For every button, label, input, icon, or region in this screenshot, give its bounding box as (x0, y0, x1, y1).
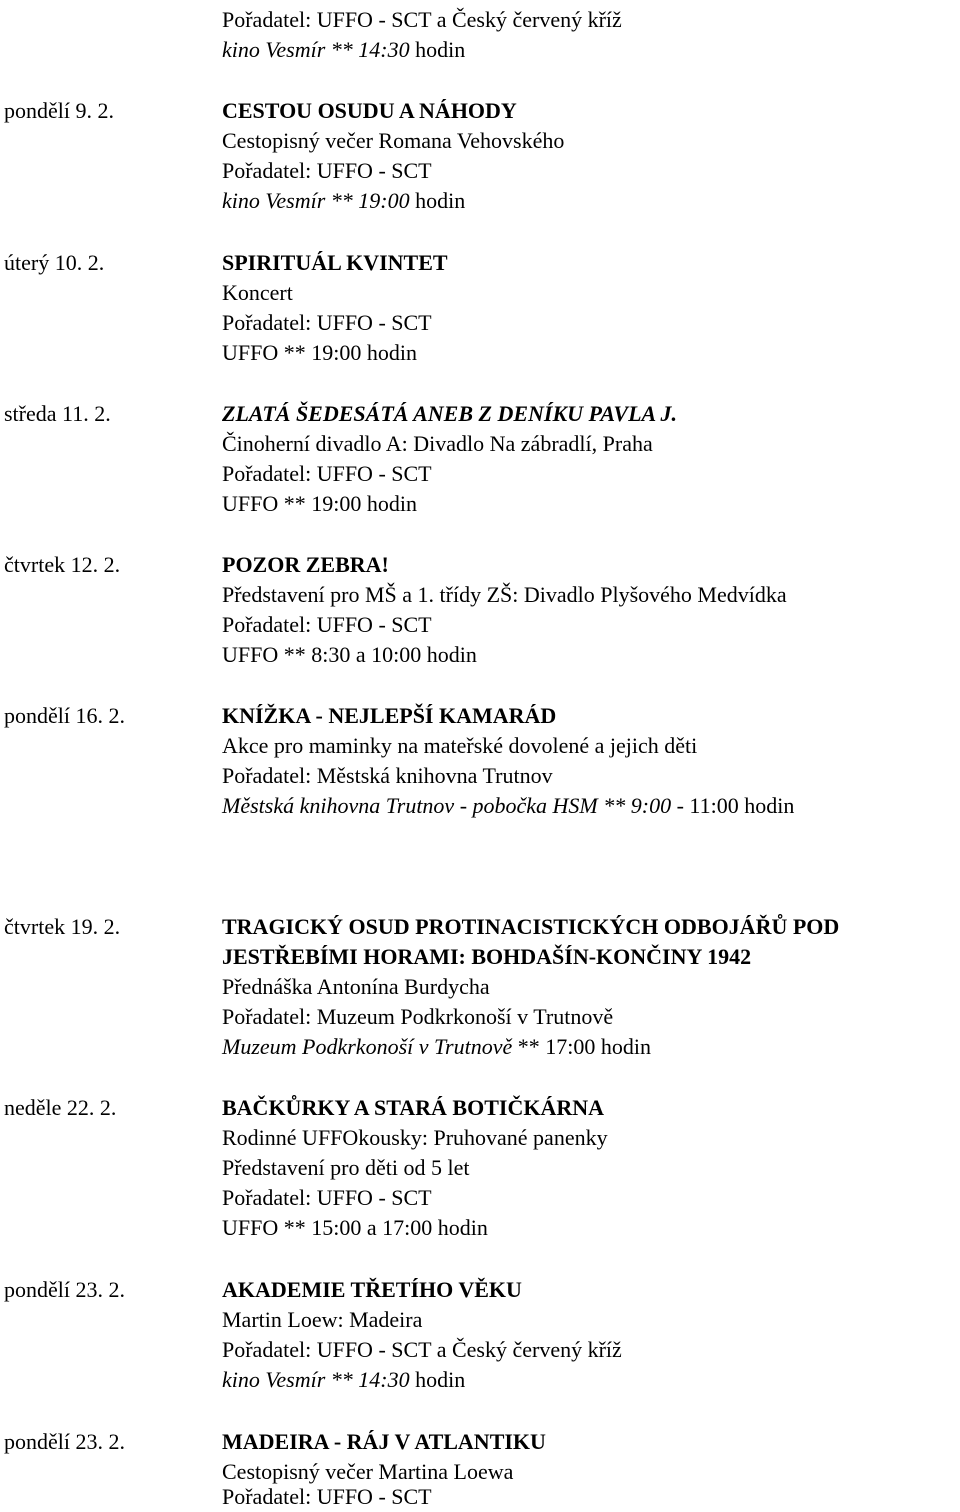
event-subtitle: Cestopisný večer Martina Loewa (222, 1459, 514, 1484)
event-date: pondělí 23. 2. (4, 1429, 125, 1454)
event-organizer: Pořadatel: UFFO - SCT (222, 158, 432, 183)
event-title: KNÍŽKA - NEJLEPŠÍ KAMARÁD (222, 703, 557, 728)
event-organizer: Pořadatel: UFFO - SCT a Český červený kříž (222, 7, 622, 32)
event-organizer: Pořadatel: UFFO - SCT a Český červený kříž (222, 1337, 622, 1362)
event-date: středa 11. 2. (4, 401, 111, 426)
event-title: BAČKŮRKY A STARÁ BOTIČKÁRNA (222, 1095, 604, 1120)
event-subtitle: Přednáška Antonína Burdycha (222, 974, 490, 999)
event-date: pondělí 9. 2. (4, 98, 114, 123)
event-venue-time: kino Vesmír ** 14:30 hodin (222, 37, 466, 62)
event-title: ZLATÁ ŠEDESÁTÁ ANEB Z DENÍKU PAVLA J. (222, 401, 677, 426)
event-subtitle: Rodinné UFFOkousky: Pruhované panenky (222, 1125, 608, 1150)
event-subtitle: Akce pro maminky na mateřské dovolené a jejich děti (222, 733, 698, 758)
event-organizer: Pořadatel: UFFO - SCT (222, 1185, 432, 1210)
event-title: CESTOU OSUDU A NÁHODY (222, 98, 517, 123)
event-subtitle: Představení pro MŠ a 1. třídy ZŠ: Divadlo Plyšového Medvídka (222, 582, 787, 607)
event-organizer: Pořadatel: UFFO - SCT (222, 612, 432, 637)
event-date: čtvrtek 12. 2. (4, 552, 121, 577)
event-venue-time: kino Vesmír ** 14:30 hodin (222, 1367, 466, 1392)
event-date: úterý 10. 2. (4, 250, 105, 275)
event-date: pondělí 23. 2. (4, 1277, 125, 1302)
event-date: čtvrtek 19. 2. (4, 914, 121, 939)
event-title: SPIRITUÁL KVINTET (222, 250, 448, 275)
event-title: TRAGICKÝ OSUD PROTINACISTICKÝCH ODBOJÁŘŮ POD (222, 914, 840, 939)
event-subtitle: Martin Loew: Madeira (222, 1307, 423, 1332)
event-venue-time: UFFO ** 19:00 hodin (222, 491, 417, 516)
event-date: neděle 22. 2. (4, 1095, 117, 1120)
event-subtitle: Cestopisný večer Romana Vehovského (222, 128, 565, 153)
event-organizer: Pořadatel: UFFO - SCT (222, 461, 432, 486)
event-organizer: Pořadatel: Městská knihovna Trutnov (222, 763, 553, 788)
event-venue-time: UFFO ** 19:00 hodin (222, 340, 417, 365)
event-subtitle: Činoherní divadlo A: Divadlo Na zábradlí, Praha (222, 431, 653, 456)
event-organizer: Pořadatel: UFFO - SCT (222, 1484, 432, 1509)
event-subtitle: Koncert (222, 280, 293, 305)
event-venue-time: Městská knihovna Trutnov - pobočka HSM ** 9:00 - 11:00 hodin (222, 793, 795, 818)
event-title: POZOR ZEBRA! (222, 552, 389, 577)
event-organizer: Pořadatel: Muzeum Podkrkonoší v Trutnově (222, 1004, 614, 1029)
event-subtitle-2: Představení pro děti od 5 let (222, 1155, 470, 1180)
event-venue-time: UFFO ** 8:30 a 10:00 hodin (222, 642, 477, 667)
event-title: AKADEMIE TŘETÍHO VĚKU (222, 1277, 522, 1302)
event-venue-time: kino Vesmír ** 19:00 hodin (222, 188, 466, 213)
event-date: pondělí 16. 2. (4, 703, 125, 728)
event-venue-time: Muzeum Podkrkonoší v Trutnově ** 17:00 hodin (222, 1034, 651, 1059)
event-organizer: Pořadatel: UFFO - SCT (222, 310, 432, 335)
event-title: MADEIRA - RÁJ V ATLANTIKU (222, 1429, 546, 1454)
event-title-continued: JESTŘEBÍMI HORAMI: BOHDAŠÍN-KONČINY 1942 (222, 944, 752, 969)
event-venue-time: UFFO ** 15:00 a 17:00 hodin (222, 1215, 488, 1240)
